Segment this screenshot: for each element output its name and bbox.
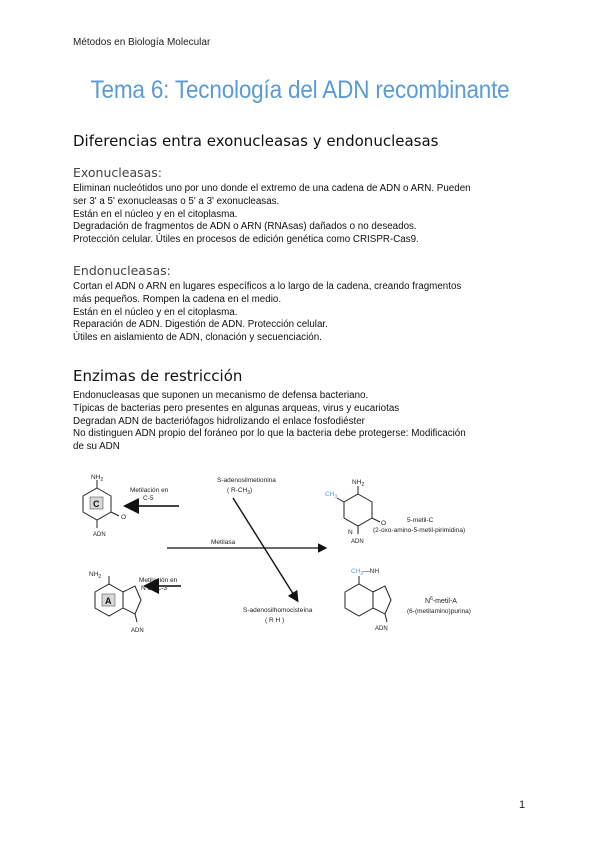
- text-line: de su ADN: [73, 441, 120, 453]
- cytosine-base-label: C: [93, 499, 100, 509]
- metil-a-systematic-name: (6-(metilamino)purina): [407, 608, 471, 615]
- metilacion-c5-position: C-5: [143, 495, 154, 502]
- text-line: más pequeños. Rompen la cadena en el medio.: [73, 293, 282, 305]
- exonucleasas-paragraph: [73, 183, 533, 247]
- sah-label: S-adenosilhomocisteína: [243, 607, 313, 614]
- enzimas-paragraph: [73, 390, 533, 454]
- adn-methylc-label: ADN: [351, 539, 364, 545]
- subheading-endonucleasas: Endonucleasas:: [73, 263, 171, 278]
- oxygen-label: O: [121, 514, 127, 521]
- metil-c-name: 5-metil-C: [407, 517, 434, 524]
- ch3-nh-label: $CH_3—NH$: [351, 568, 380, 577]
- metilacion-n-position: N de C-3: [141, 585, 168, 592]
- text-line: Cortan el ADN o ARN en lugares específicos a lo largo de la cadena, creando fragmentos: [73, 281, 462, 292]
- adn-adenine-label: ADN: [131, 628, 144, 634]
- metilasa-label: Metilasa: [211, 539, 236, 546]
- metil-a-name: $N^6-metil-A$: [425, 596, 457, 605]
- text-line: Degradan ADN de bacteriófagos hidrolizando el enlace fosfodiéster: [73, 415, 365, 427]
- sah-formula: ( R H ): [265, 617, 285, 624]
- oxygen-methylc-label: O: [381, 520, 387, 527]
- text-line: Endonucleasas que suponen un mecanismo de defensa bacteriano.: [73, 390, 369, 401]
- text-line: Útiles en aislamiento de ADN, clonación y secuenciación.: [73, 332, 322, 344]
- adn-label: ADN: [93, 532, 106, 538]
- page-title: Tema 6: Tecnología del ADN recombinante: [90, 76, 510, 104]
- text-line: ser 3' a 5' exonucleasas o 5' a 3' exonucleasas.: [73, 195, 280, 207]
- text-line: Típicas de bacterias pero presentes en algunas arqueas, virus y eucariotas: [73, 402, 400, 414]
- running-header: Métodos en Biología Molecular: [73, 37, 211, 48]
- text-line: Degradación de fragmentos de ADN o ARN (RNAsas) dañados o no deseados.: [73, 221, 417, 233]
- text-line: Están en el núcleo y en el citoplasma.: [73, 208, 238, 220]
- text-line: Reparación de ADN. Digestión de ADN. Protección celular.: [73, 319, 328, 331]
- text-line: Protección celular. Útiles en procesos de edición genética como CRISPR-Cas9.: [73, 234, 419, 246]
- text-line: Están en el núcleo y en el citoplasma.: [73, 306, 238, 318]
- endonucleasas-paragraph: [73, 281, 533, 345]
- section-heading-enzimas-restriccion: Enzimas de restricción: [73, 367, 243, 385]
- adn-methyla-label: ADN: [375, 626, 388, 632]
- nh2-adenine-label: $NH_2$: [89, 571, 102, 580]
- methylation-diagram: [75, 470, 530, 640]
- subheading-exonucleasas: Exonucleasas:: [73, 165, 162, 180]
- metilacion-c5-label: Metilación en: [130, 487, 169, 494]
- page-number: 1: [519, 799, 526, 811]
- section-heading-differences: Diferencias entra exonucleasas y endonucleasas: [73, 132, 439, 150]
- methyladenine-structure: [345, 576, 391, 622]
- sam-formula: ( $R-CH_3$): [227, 487, 253, 496]
- ch3-label: $CH_3$: [325, 491, 338, 500]
- text-line: No distinguen ADN propio del foráneo por lo que la bacteria debe protegerse: Modificación: [73, 428, 466, 440]
- nh2-methylc-label: $NH_2$: [352, 479, 365, 488]
- adenine-base-label: A: [105, 596, 112, 606]
- nh2-label: $NH_2$: [91, 474, 104, 483]
- sam-label: S-adenosilmetionina: [217, 477, 276, 484]
- text-line: Eliminan nucleótidos uno por uno donde el extremo de una cadena de ADN o ARN. Pueden: [73, 183, 471, 194]
- metilacion-n-label: Metilación en: [139, 577, 178, 584]
- metil-c-systematic-name: (2-oxo-amino-5-metil-pirimidina): [373, 527, 466, 534]
- sam-to-sah-arrow: [233, 498, 297, 600]
- n-methylc-label: N: [348, 529, 353, 536]
- methylation-figure: [75, 470, 530, 640]
